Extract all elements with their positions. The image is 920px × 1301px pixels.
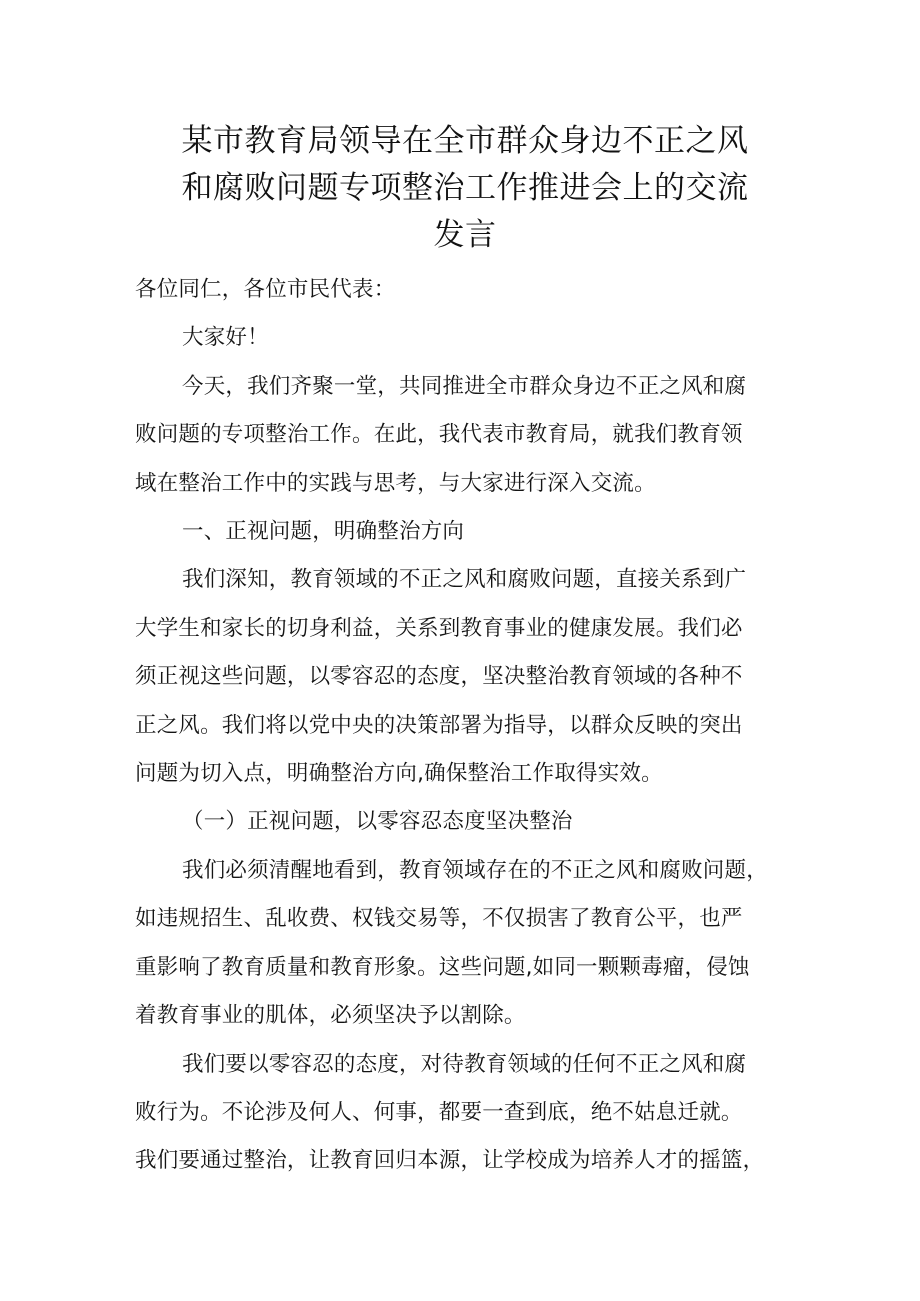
document-body (135, 266, 795, 1186)
subsection-heading: （一）正视问题，以零容忍态度坚决整治 (182, 809, 573, 835)
salutation: 各位同仁，各位市民代表： (135, 277, 396, 302)
title-line-1: 某市教育局领导在全市群众身边不正之风 (181, 123, 749, 159)
body-line: 重影响了教育质量和教育形象。这些问题,如同一颗颗毒瘤，侵蚀 (135, 954, 750, 980)
body-line: 今天，我们齐聚一堂，共同推进全市群众身边不正之风和腐 (182, 373, 747, 399)
body-line: 如违规招生、乱收费、权钱交易等，不仅损害了教育公平，也严 (135, 906, 743, 932)
body-line: 域在整治工作中的实践与思考，与大家进行深入交流。 (135, 470, 656, 496)
body-line: 我们要通过整治，让教育回归本源，让学校成为培养人才的摇篮， (135, 1148, 765, 1174)
body-line: 须正视这些问题，以零容忍的态度，坚决整治教育领域的各种不 (135, 664, 743, 690)
title-line-3: 发言 (433, 217, 497, 253)
body-line: 大学生和家长的切身利益，关系到教育事业的健康发展。我们必 (135, 615, 743, 641)
body-line: 我们必须清醒地看到，教育领域存在的不正之风和腐败问题， (182, 857, 768, 883)
body-line: 问题为切入点，明确整治方向,确保整治工作取得实效。 (135, 761, 663, 787)
section-heading: 一、正视问题，明确整治方向 (182, 519, 465, 545)
body-line: 着教育事业的肌体，必须坚决予以割除。 (135, 1003, 526, 1029)
body-line: 败行为。不论涉及何人、何事，都要一查到底，绝不姑息迁就。 (135, 1099, 743, 1125)
body-line: 我们深知，教育领域的不正之风和腐败问题，直接关系到广 (182, 567, 747, 593)
greeting: 大家好！ (182, 325, 269, 351)
body-line: 正之风。我们将以党中央的决策部署为指导，以群众反映的突出 (135, 712, 743, 738)
document-title (150, 118, 780, 259)
body-line: 我们要以零容忍的态度，对待教育领域的任何不正之风和腐 (182, 1051, 747, 1077)
title-line-2: 和腐败问题专项整治工作推进会上的交流 (181, 170, 749, 206)
body-line: 败问题的专项整治工作。在此，我代表市教育局，就我们教育领 (135, 422, 743, 448)
